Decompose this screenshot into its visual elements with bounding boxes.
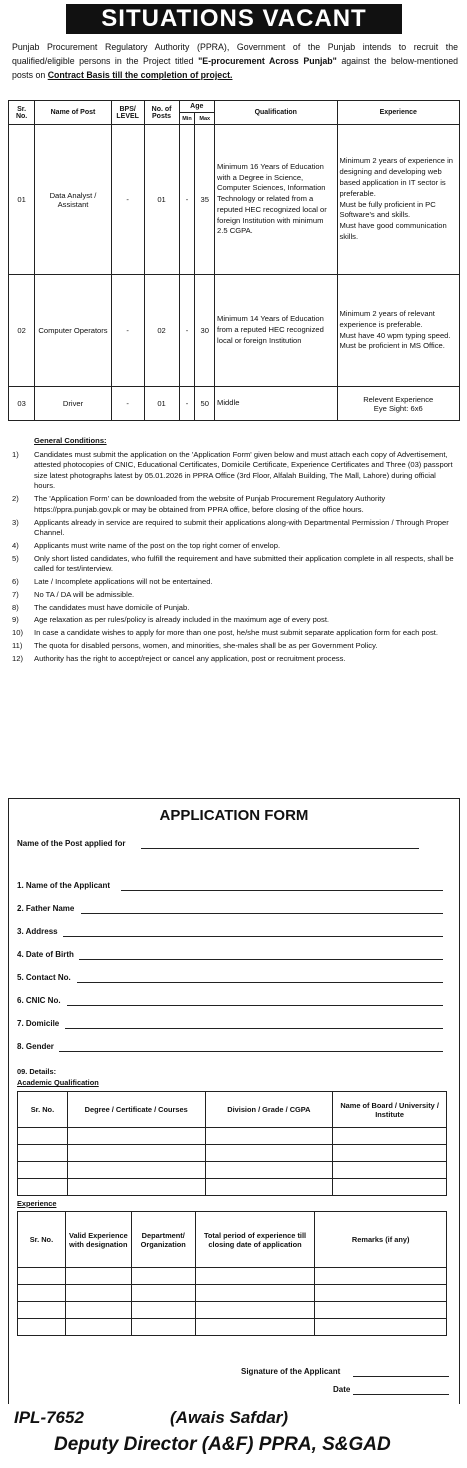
list-item [12,450,458,492]
details-label: 09. Details: [17,1067,57,1076]
bps-cell: - [111,387,144,421]
table-cell[interactable] [18,1302,66,1319]
item-text: The candidates must have domicile of Punjab. [34,602,190,612]
post-cell: Driver [35,387,112,421]
post-applied-line[interactable] [141,848,419,849]
table-cell[interactable] [195,1285,315,1302]
table-cell[interactable] [205,1162,333,1179]
list-item [12,494,458,515]
item-text: Authority has the right to accept/reject or cancel any application, post or recruitment process. [34,653,346,663]
date-label: Date [333,1385,351,1394]
list-item [12,518,458,539]
experience-heading: Experience [17,1199,57,1208]
list-item [12,615,458,626]
table-row [18,1285,447,1302]
academic-table [17,1091,447,1196]
item-text: Age relaxation as per rules/policy is already included in the maximum age of every post. [34,615,330,625]
domicile-line[interactable] [65,1028,443,1029]
item-number: 10) [12,628,23,638]
dob-label: 4. Date of Birth [17,950,74,959]
table-row [18,1128,447,1145]
max-age-cell: 50 [195,387,215,421]
contract-basis: Contract Basis till the completion of project. [47,70,233,80]
header-max: Max [195,113,215,125]
project-title: "E-procurement Across Punjab" [198,56,337,66]
experience-cell [337,275,460,387]
item-number: 3) [12,517,19,527]
experience-cell [337,125,460,275]
applicant-name-label: 1. Name of the Applicant [17,881,111,890]
posts-table [8,100,460,421]
table-cell[interactable] [67,1145,205,1162]
table-row [18,1179,447,1196]
academic-header: Division / Grade / CGPA [205,1092,333,1128]
list-item [12,577,458,588]
header-qual: Qualification [215,101,337,125]
table-cell[interactable] [67,1128,205,1145]
num-cell: 01 [144,125,179,275]
min-age-cell: - [179,275,195,387]
item-text: Candidates must submit the application on the 'Application Form' given below and must attach each copy of Advertisement, attested photocopies of CNIC, Educational Certificates, Domicile Certificate, Experience Certificates and Three (03) passport size latest photographs latest by 05.01.2026 in PPRA Office (3rd Floor, Alfalah Building, The Mall, Lahore) during official hours. [34,449,453,491]
item-number: 7) [12,589,19,599]
header-age: Age [179,101,215,113]
table-cell[interactable] [65,1319,131,1336]
table-cell[interactable] [18,1162,68,1179]
table-cell[interactable] [131,1302,195,1319]
officer-name: (Awais Safdar) [170,1408,289,1427]
max-age-cell: 30 [195,275,215,387]
num-cell: 02 [144,275,179,387]
list-item [12,554,458,575]
academic-header: Sr. No. [18,1092,68,1128]
table-row [18,1302,447,1319]
table-cell[interactable] [333,1179,447,1196]
academic-header: Name of Board / University / Institute [333,1092,447,1128]
experience-line: Must be fully proficient in PC Software's and skills. [339,199,436,220]
bps-cell: - [111,275,144,387]
father-name-line[interactable] [81,913,443,914]
table-cell[interactable] [333,1145,447,1162]
list-item [12,654,458,665]
header-post: Name of Post [35,101,112,125]
sr-cell: 02 [9,275,35,387]
header-exp: Experience [337,101,460,125]
min-age-cell: - [179,125,195,275]
cnic-label: 6. CNIC No. [17,996,61,1005]
table-cell[interactable] [67,1162,205,1179]
footer [0,1404,467,1468]
signature-label: Signature of the Applicant [241,1367,341,1376]
item-number: 9) [12,615,19,625]
table-cell[interactable] [205,1128,333,1145]
address-line[interactable] [63,936,443,937]
table-row [18,1162,447,1179]
item-text: Only short listed candidates, who fulfill the requirement and have submitted their application complete in all respects, shall be called for test/interview. [34,553,454,574]
qualification-cell: Minimum 14 Years of Education from a reputed HEC recognized local or foreign Institution [215,275,337,387]
experience-line: Minimum 2 years of experience in designing and developing web based application in IT sector is preferable. [339,156,454,198]
experience-line: Must have good communication skills. [339,221,447,241]
item-text: No TA / DA will be admissible. [34,589,135,599]
sr-cell: 03 [9,387,35,421]
post-cell: Computer Operators [35,275,112,387]
table-cell[interactable] [18,1179,68,1196]
table-cell[interactable] [195,1302,315,1319]
application-form [8,798,460,1460]
academic-heading: Academic Qualification [17,1078,99,1087]
intro-text-1: Punjab Procurement Regulatory Authority (PPRA), Government of the Punjab intends to recruit the qualified/eligible persons in the Project titled [12,42,458,66]
item-number: 2) [12,494,19,504]
item-text: Late / Incomplete applications will not be entertained. [34,577,213,587]
item-number: 8) [12,602,19,612]
max-age-cell: 35 [195,125,215,275]
applicant-name-line[interactable] [121,890,443,891]
table-cell[interactable] [315,1268,447,1285]
table-cell[interactable] [65,1285,131,1302]
contact-line[interactable] [77,982,443,983]
table-cell[interactable] [315,1302,447,1319]
table-row [18,1145,447,1162]
table-cell[interactable] [18,1128,68,1145]
table-row [9,387,460,421]
list-item [12,590,458,601]
list-item [12,641,458,652]
dob-line[interactable] [79,959,443,960]
signature-line[interactable] [353,1376,449,1377]
table-cell[interactable] [205,1179,333,1196]
item-text: Applicants already in service are required to submit their applications along-with Departmental Permission / Through Proper Channel. [34,517,449,538]
header-num: No. of Posts [144,101,179,125]
table-cell[interactable] [67,1179,205,1196]
table-row [9,125,460,275]
qualification-cell: Middle [215,387,337,421]
list-item [12,603,458,614]
table-cell[interactable] [333,1128,447,1145]
item-number: 11) [12,640,23,650]
item-text: In case a candidate wishes to apply for more than one post, he/she must submit separate application form for each post. [34,628,438,638]
header-min: Min [179,113,195,125]
item-text: The 'Application Form' can be downloaded from the website of Punjab Procurement Regulatory Authority https://ppra.punjab.gov.pk or may be obtained from PPRA office, before closing of the office hours. [34,494,386,514]
intro-text-2: against the below-mentioned posts on [12,56,458,80]
table-cell[interactable] [315,1285,447,1302]
table-row [9,275,460,387]
experience-cell [337,387,460,421]
intro-paragraph [12,40,458,82]
qualification-cell: Minimum 16 Years of Education with a Degree in Science, Computer Sciences, Information Technology or related from a reputed HEC recognized local or foreign Institution with minimum 2.5 CGPA. [215,125,337,275]
gender-line[interactable] [59,1051,443,1052]
header-sr: Sr. No. [9,101,35,125]
post-applied-label: Name of the Post applied for [17,839,126,848]
officer-designation: Deputy Director (A&F) PPRA, S&GAD [54,1434,391,1455]
table-cell[interactable] [131,1285,195,1302]
table-cell[interactable] [18,1319,66,1336]
cnic-line[interactable] [67,1005,443,1006]
item-number: 1) [12,449,19,459]
date-line[interactable] [353,1394,449,1395]
ipl-number: IPL-7652 [14,1408,84,1427]
item-number: 12) [12,653,23,663]
experience-header: Remarks (if any) [315,1212,447,1268]
table-cell[interactable] [65,1268,131,1285]
experience-line: Minimum 2 years of relevant experience is preferable. [339,308,435,329]
experience-line: Must be proficient in MS Office. [339,341,445,351]
item-number: 6) [12,577,19,587]
general-conditions-heading: General Conditions: [34,436,107,445]
table-cell[interactable] [18,1268,66,1285]
sr-cell: 01 [9,125,35,275]
list-item [12,628,458,639]
num-cell: 01 [144,387,179,421]
page-title: SITUATIONS VACANT [66,4,402,34]
contact-label: 5. Contact No. [17,973,71,982]
experience-line: Must have 40 wpm typing speed. [339,330,451,340]
gender-label: 8. Gender [17,1042,54,1051]
item-number: 5) [12,553,19,563]
table-cell[interactable] [195,1319,315,1336]
experience-line: Relevent Experience [363,394,434,404]
table-cell[interactable] [18,1145,68,1162]
header-bps: BPS/ LEVEL [111,101,144,125]
experience-table [17,1211,447,1336]
bps-cell: - [111,125,144,275]
min-age-cell: - [179,387,195,421]
general-conditions [12,436,458,667]
academic-header: Degree / Certificate / Courses [67,1092,205,1128]
table-cell[interactable] [65,1302,131,1319]
table-cell[interactable] [131,1268,195,1285]
experience-header: Department/ Organization [131,1212,195,1268]
form-title: APPLICATION FORM [159,807,309,824]
table-cell[interactable] [195,1268,315,1285]
table-cell[interactable] [131,1319,195,1336]
experience-line: Eye Sight: 6x6 [373,403,423,413]
table-row [18,1319,447,1336]
address-label: 3. Address [17,927,58,936]
item-number: 4) [12,540,19,550]
table-cell[interactable] [333,1162,447,1179]
table-cell[interactable] [205,1145,333,1162]
domicile-label: 7. Domicile [17,1019,60,1028]
experience-header: Total period of experience till closing date of application [195,1212,315,1268]
table-cell[interactable] [18,1285,66,1302]
table-row [18,1268,447,1285]
post-cell: Data Analyst / Assistant [35,125,112,275]
father-name-label: 2. Father Name [17,904,75,913]
item-text: The quota for disabled persons, women, and minorities, she-males shall be as per Government Policy. [34,640,378,650]
item-text: Applicants must write name of the post on the top right corner of envelop. [34,540,281,550]
experience-header: Valid Experience with designation [65,1212,131,1268]
list-item [12,541,458,552]
table-cell[interactable] [315,1319,447,1336]
experience-header: Sr. No. [18,1212,66,1268]
